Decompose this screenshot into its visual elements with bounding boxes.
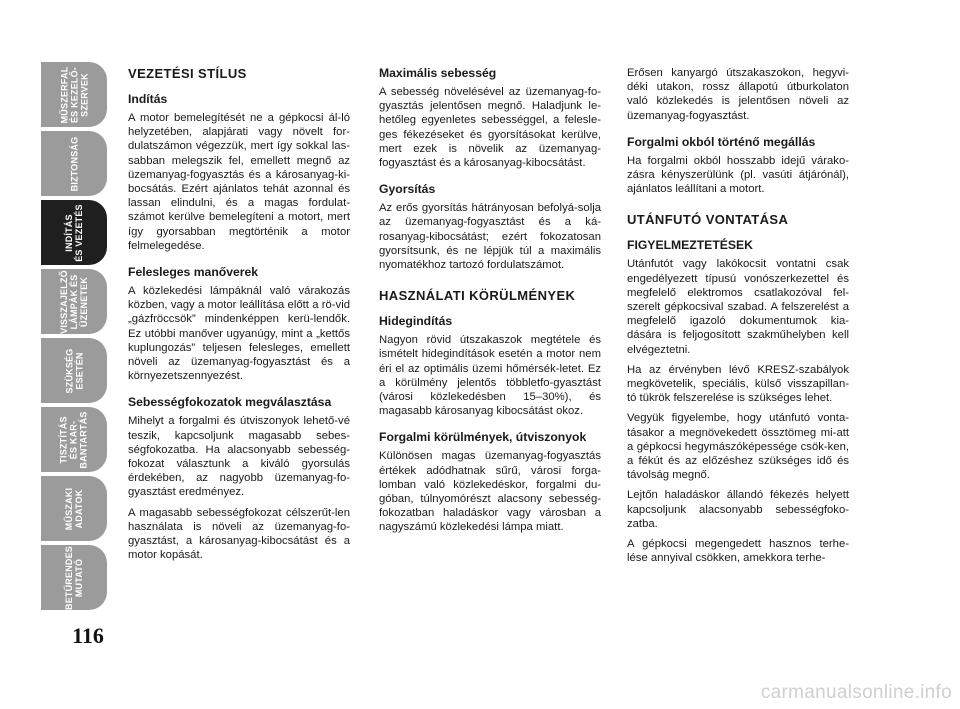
section-title: VEZETÉSI STÍLUS [128,66,247,81]
paragraph: Különösen magas üzemanyag-fogyasztás értékek adódhatnak sűrű, városi forga-lomban való közlekedéskor, forgalmi du-góban, túlnyomórészt alacsony sebesség-fokozatban haladáskor vagy városban a nagyszámú közlekedési lámpa miatt. [379,450,601,534]
paragraph: Lejtőn haladáskor állandó fékezés helyett kapcsoljunk alacsonyabb sebességfoko-zatba. [627,489,849,530]
section-title: UTÁNFUTÓ VONTATÁSA [627,212,789,228]
paragraph: A motor bemelegítését ne a gépkocsi ál-ló helyzetében, alapjárati vagy növelt for-dulatszámon végezzük, mert így sokkal las-sabban melegszik fel, emellett megnő az üzemanyag-fogyasztás és a károsanyag-ki-bocsátás. Ezért ajánlatos tehát azonnal és lassan elindulni, és a magas fordulat-számot kerülve bemelegíteni a motort, mert így gyorsabban megtörténik a motor felmelegedése. [128,112,350,252]
tab-label: INDÍTÁS ÉS VEZETÉS [64,203,84,262]
subheading: Gyorsítás [379,182,436,197]
paragraph: Vegyük figyelembe, hogy utánfutó vonta-tásakor a megnövekedett össztömeg mi-att a gépkocsi hegymászóképessége csök-ken, a fékút és az előzéshez szükséges idő és távolság megnő. [627,412,849,482]
tab-label: MŰSZAKI ADATOK [64,487,84,530]
subheading: Sebességfokozatok megválasztása [128,395,332,410]
tab-label: VISSZAJELZŐ LÁMPÁK ÉS ÜZENETEK [59,269,89,334]
paragraph: Mihelyt a forgalmi és útviszonyok lehető-vé teszik, kapcsoljunk magasabb sebes-ségfokozatba. Ha alacsonyabb sebesség-fokozat választunk a kiváló gyorsulás érdekében, az nagyobb üzemanyag-fo-gyasztást eredményez. [128,415,350,499]
paragraph: Erősen kanyargó útszakaszokon, hegyvi-déki utakon, rossz állapotú útburkolaton való közlekedés is jelentősen növeli az üzemanyag-fogyasztást. [627,67,849,122]
subheading: Maximális sebesség [379,66,497,80]
tab-label: MŰSZERFAL ÉS KEZELŐ- SZERVEK [59,66,89,123]
subheading: Hidegindítás [379,314,453,329]
column-1 [128,66,350,568]
subheading: FIGYELMEZTETÉSEK [627,238,753,253]
paragraph: A gépkocsi megengedett hasznos terhe-lése annyival csökken, amekkora terhe- [627,538,849,565]
paragraph: Ha forgalmi okból hosszabb idejű várako-zásra kényszerülünk (pl. vasúti átjárónál), ajánlatos leállítani a motort. [627,154,849,196]
paragraph: A sebesség növelésével az üzemanyag-fo-gyasztás jelentősen megnő. Haladjunk le-hetőleg egyenletes sebességgel, a feleslе-ges fékezéseket és gyorsításokat kerülve, mert ezek is növelik az üzemanyag-fogyasztást és a károsanyag-kibocsátást. [379,86,601,170]
tab-tisztitas-karbantartas[interactable] [41,407,107,472]
watermark: carmanualsonline.info [760,682,952,703]
tab-label: TISZTÍTÁS ÉS KAR- BANTARTÁS [58,410,89,469]
column-3 [627,66,849,571]
tab-muszerfal[interactable] [41,62,107,127]
subheading: Forgalmi körülmények, útviszonyok [379,430,587,445]
subheading: Indítás [128,92,168,106]
subheading: Forgalmi okból történő megállás [627,134,816,149]
paragraph: Ha az érvényben lévő KRESZ-szabályok megkövetelik, speciális, külső visszapillan-tó tükrök felszerelése is szükséges lehet. [627,363,849,405]
column-2 [379,66,601,541]
tab-betrendes-mutato[interactable] [41,545,107,610]
tab-szukseg-eseten[interactable] [41,338,107,403]
paragraph: Utánfutót vagy lakókocsit vontatni csak engedélyezett típusú vonószerkezettel és megfelelő elektromos csatlakozóval fel-szerelt gépkocsival szabad. A felszerelést a megfelelő igazoló dokumentumok kia-dására is feljogosított szakműhelyben kell elvégeztetni. [627,258,849,356]
paragraph: A magasabb sebességfokozat célszerűt-len használata is növeli az üzemanyag-fo-gyasztást, a károsanyag-kibocsátást és a motor kopását. [128,506,350,562]
page-number: 116 [72,623,104,648]
tab-inditas-es-vezetes[interactable] [41,200,107,265]
paragraph: Nagyon rövid útszakaszok megtétele és ismételt hidegindítások esetén a motor nem éri el az optimális üzemi hőmérsék-letet. Ez a körülmény jelentős többletfo-gyasztást (városi közlekedésben 15–30%), és magasabb károsanyag kibocsátást okoz. [379,334,601,418]
tab-label: BETŰRENDES MUTATÓ [63,545,84,610]
tab-visszajelzo-lampak[interactable] [41,269,107,334]
paragraph: A közlekedési lámpáknál való várakozás közben, vagy a motor leállítása előtt a rö-vid „gázfröccsök” mindenképpen kerü-lendők. Ez utóbbi manőver ugyanúgy, mint a „kettős kuplungozás” teljesen felesleges, emellett növeli az üzemanyag-fogyasztást és a környezetszennyezést. [128,285,350,383]
section-title: HASZNÁLATI KÖRÜLMÉNYEK [379,288,576,304]
tab-label: BIZTONSÁG [68,136,79,191]
paragraph: Az erős gyorsítás hátrányosan befolyá-solja az üzemanyag-fogyasztást és a ká-rosanyag-kibocsátást; ezért fokozatosan gyorsítsunk, és ne lépjük túl a maximális nyomatékhoz tartozó fordulatszámot. [379,202,601,272]
tab-muszaki-adatok[interactable] [41,476,107,541]
tab-biztonsag[interactable] [41,131,107,196]
tab-label: SZÜKSÉG ESETÉN [64,348,84,393]
subheading: Felesleges manőverek [128,265,259,280]
